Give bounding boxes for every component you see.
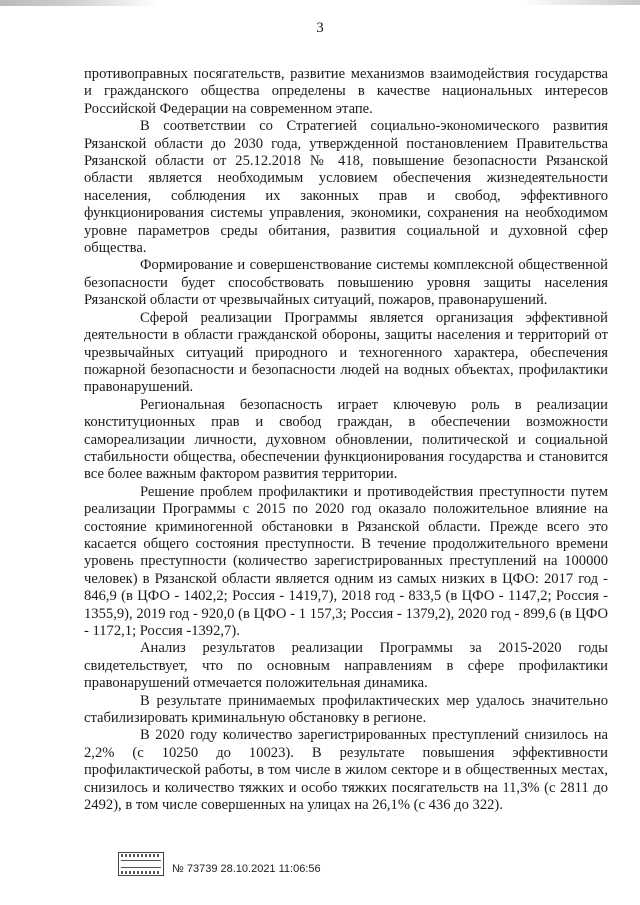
page-number: 3 <box>316 20 324 36</box>
paragraph: Анализ результатов реализации Программы за 2015-2020 годы свидетельствует, что по основным направлениям в сфере профилактики правонарушений отмечается положительная динамика. <box>84 640 608 692</box>
document-registration-id: № 73739 28.10.2021 11:06:56 <box>172 863 321 875</box>
paragraph: Региональная безопасность играет ключевую роль в реализации конституционных прав и свобод граждан, в обеспечении возможности самореализации личности, духовном обновлении, политической и социальной стабильности общества, обеспечении функционирования государства и становится все более важным фактором развития территории. <box>84 396 608 483</box>
paragraph: В результате принимаемых профилактических мер удалось значительно стабилизировать криминальную обстановку в регионе. <box>84 692 608 727</box>
paragraph: Решение проблем профилактики и противодействия преступности путем реализации Программы с 2015 по 2020 год оказало положительное влияние на состояние криминогенной обстановки в Рязанской области. Прежде всего это касается общего состояния преступности. В течение продолжительного времени уровень преступности (количество зарегистрированных преступлений на 100000 человек) в Рязанской области является одним из самых низких в ЦФО: 2017 год - 846,9 (в ЦФО - 1402,2; Россия - 1419,7), 2018 год - 833,5 (в ЦФО - 1147,2; Россия - 1355,9), 2019 год - 920,0 (в ЦФО - 1 157,3; Россия - 1379,2), 2020 год - 899,6 (в ЦФО - 1172,1; Россия -1392,7). <box>84 483 608 639</box>
registry-stamp-icon <box>118 852 164 876</box>
scan-edge-mark-right <box>520 0 640 5</box>
document-footer <box>118 852 321 876</box>
paragraph: Сферой реализации Программы является организация эффективной деятельности в области гражданской обороны, защиты населения и территорий от чрезвычайных ситуаций природного и техногенного характера, обеспечения пожарной безопасности и безопасности людей на водных объектах, профилактики правонарушений. <box>84 309 608 396</box>
paragraph: противоправных посягательств, развитие механизмов взаимодействия государства и гражданского общества определены в качестве национальных интересов Российской Федерации на современном этапе. <box>84 66 608 117</box>
scan-edge-mark <box>0 0 160 6</box>
paragraph: В 2020 году количество зарегистрированных преступлений снизилось на 2,2% (с 10250 до 10023). В результате повышения эффективности профилактической работы, в том числе в жилом секторе и в общественных местах, снизилось и количество тяжких и особо тяжких посягательств на 11,3% (с 2811 до 2492), в том числе совершенных на улицах на 26,1% (с 436 до 322). <box>84 727 608 814</box>
paragraph: Формирование и совершенствование системы комплексной общественной безопасности будет способствовать повышению уровня защиты населения Рязанской области от чрезвычайных ситуаций, пожаров, правонарушений. <box>84 257 608 309</box>
document-body <box>84 66 608 814</box>
paragraph: В соответствии со Стратегией социально-экономического развития Рязанской области до 2030 года, утвержденной постановлением Правительства Рязанской области от 25.12.2018 № 418, повышение безопасности Рязанской области является необходимым условием обеспечения жизнедеятельности населения, соблюдения их законных прав и свобод, эффективного функционирования системы управления, экономики, сохранения на необходимом уровне параметров среды обитания, развития социальной и духовной сфер общества. <box>84 118 608 257</box>
